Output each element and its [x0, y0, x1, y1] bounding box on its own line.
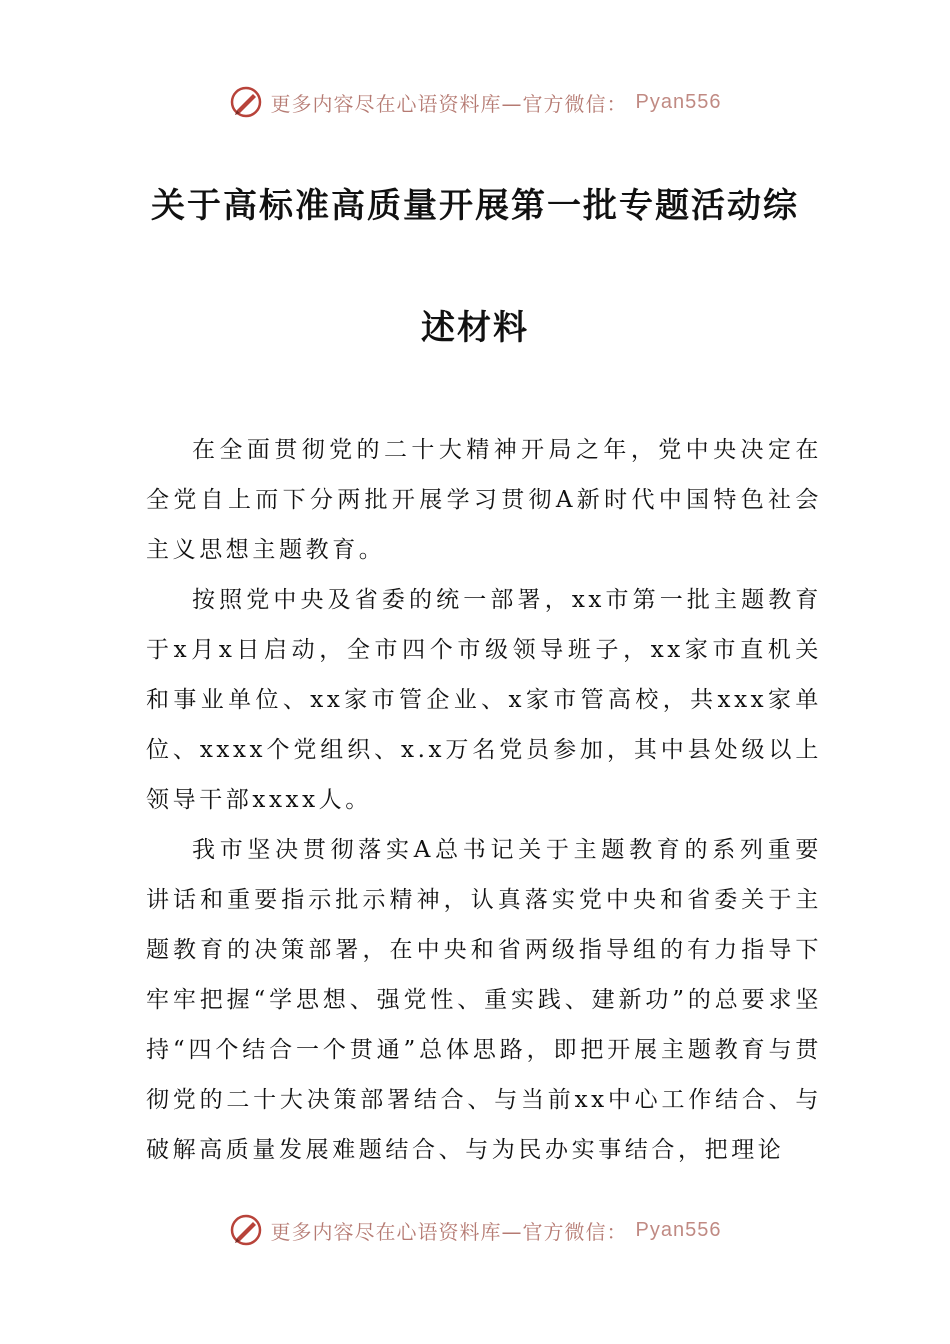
- watermark-text: 更多内容尽在心语资料库—官方微信：: [270, 1219, 628, 1244]
- document-title-line2: 述材料: [421, 308, 529, 348]
- paragraph-2: 按照党中央及省委的统一部署，xx市第一批主题教育于x月x日启动，全市四个市级领导班子，xx家市直机关和事业单位、xx家市管企业、x家市管高校，共xxx家单位、xxxx个党组织、x.x万名党员参加，其中县处级以上领导干部xxxx人。: [146, 587, 822, 813]
- watermark-text: 更多内容尽在心语资料库—官方微信：: [270, 91, 628, 116]
- footer-watermark: [0, 1208, 950, 1252]
- watermark-wechat-id: Pyan556: [635, 1218, 722, 1241]
- paragraph-3: 我市坚决贯彻落实A总书记关于主题教育的系列重要讲话和重要指示批示精神，认真落实党中央和省委关于主题教育的决策部署，在中央和省两级指导组的有力指导下牢牢把握“学思想、强党性、重实践、建新功”的总要求坚持“四个结合一个贯通”总体思路，即把开展主题教育与贯彻党的二十大决策部署结合、与当前xx中心工作结合、与破解高质量发展难题结合、与为民办实事结合，把理论: [146, 837, 822, 1163]
- watermark-wechat-id: Pyan556: [635, 90, 722, 113]
- document-title-line1: 关于高标准高质量开展第一批专题活动综: [151, 186, 799, 226]
- header-watermark: [0, 80, 950, 124]
- pen-seal-icon: [229, 1213, 263, 1247]
- document-body: [146, 425, 822, 1175]
- paragraph-1: 在全面贯彻党的二十大精神开局之年，党中央决定在全党自上而下分两批开展学习贯彻A新时代中国特色社会主义思想主题教育。: [146, 437, 822, 563]
- pen-seal-icon: [229, 85, 263, 119]
